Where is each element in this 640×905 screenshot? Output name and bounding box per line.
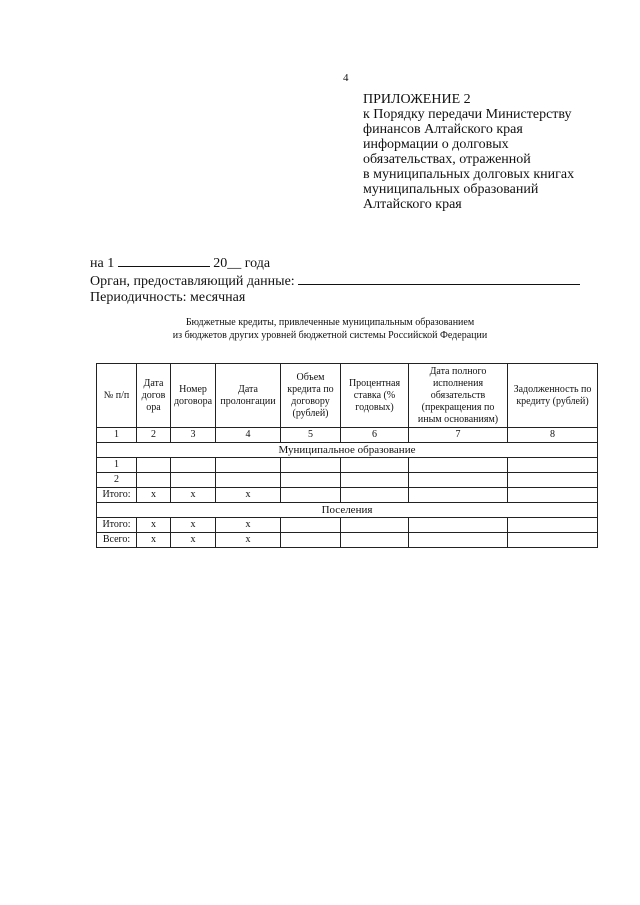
- table-title-line: Бюджетные кредиты, привлеченные муниципальным образованием: [185, 317, 475, 328]
- section-row: [97, 443, 598, 458]
- table-cell: [508, 458, 598, 473]
- table-cell: [216, 473, 281, 488]
- column-header: Дата догов ора: [137, 364, 171, 428]
- subtotal-row: [97, 488, 598, 503]
- column-number: 2: [137, 428, 171, 443]
- table-cell: [508, 533, 598, 548]
- table-cell: [409, 473, 508, 488]
- column-number: 5: [281, 428, 341, 443]
- appendix-line: информации о долговых: [363, 137, 509, 152]
- subtotal-label: Итого:: [97, 518, 137, 533]
- x-cell: x: [137, 518, 171, 533]
- header-row: [97, 364, 598, 428]
- x-cell: x: [216, 518, 281, 533]
- organ-label: Орган, предоставляющий данные:: [90, 274, 295, 289]
- table-cell: [409, 533, 508, 548]
- organ-line: [90, 272, 580, 290]
- organ-blank-field: [298, 272, 580, 285]
- credits-table: [96, 363, 598, 548]
- column-number-row: [97, 428, 598, 443]
- table-cell: [281, 473, 341, 488]
- column-header: Дата полного исполнения обязательств (прекращения по иным основаниям): [409, 364, 508, 428]
- table-cell: [341, 473, 409, 488]
- table-row: [97, 458, 598, 473]
- column-number: 7: [409, 428, 508, 443]
- table-cell: [171, 458, 216, 473]
- table-cell: [508, 473, 598, 488]
- appendix-line: финансов Алтайского края: [363, 122, 523, 137]
- table-cell: [409, 458, 508, 473]
- table-cell: [341, 533, 409, 548]
- column-header: Задолженность по кредиту (рублей): [508, 364, 598, 428]
- table-cell: [409, 488, 508, 503]
- x-cell: x: [171, 488, 216, 503]
- column-header: Дата пролонгации: [216, 364, 281, 428]
- appendix-line: к Порядку передачи Министерству: [363, 107, 572, 122]
- year-part: 20__ года: [213, 256, 271, 271]
- x-cell: x: [137, 488, 171, 503]
- table-title-line: из бюджетов других уровней бюджетной системы Российской Федерации: [172, 330, 488, 341]
- table-title: [150, 316, 510, 342]
- column-number: 4: [216, 428, 281, 443]
- column-number: 1: [97, 428, 137, 443]
- column-number: 6: [341, 428, 409, 443]
- table-cell: [137, 458, 171, 473]
- x-cell: x: [216, 533, 281, 548]
- table-cell: [281, 458, 341, 473]
- x-cell: x: [216, 488, 281, 503]
- report-meta: [90, 254, 580, 306]
- periodicity-line: Периодичность: месячная: [90, 290, 246, 305]
- section-settlements: Поселения: [97, 503, 598, 518]
- column-header: Объем кредита по договору (рублей): [281, 364, 341, 428]
- subtotal-label: Итого:: [97, 488, 137, 503]
- table-cell: [216, 458, 281, 473]
- total-label: Всего:: [97, 533, 137, 548]
- appendix-line: муниципальных образований: [363, 182, 539, 197]
- subtotal-row: [97, 518, 598, 533]
- table-cell: [341, 488, 409, 503]
- report-date-line: [90, 254, 580, 272]
- column-number: 3: [171, 428, 216, 443]
- appendix-line: Алтайского края: [363, 197, 462, 212]
- date-prefix: на 1: [90, 256, 115, 271]
- page-number: 4: [343, 72, 349, 84]
- table-cell: [281, 533, 341, 548]
- section-municipal: Муниципальное образование: [97, 443, 598, 458]
- appendix-block: [363, 92, 574, 212]
- table-cell: [508, 518, 598, 533]
- x-cell: x: [171, 518, 216, 533]
- column-number: 8: [508, 428, 598, 443]
- column-header: Номер договора: [171, 364, 216, 428]
- table-cell: [281, 518, 341, 533]
- column-header: Процентная ставка (% годовых): [341, 364, 409, 428]
- appendix-line: в муниципальных долговых книгах: [363, 167, 575, 182]
- appendix-line: ПРИЛОЖЕНИЕ 2: [363, 92, 471, 107]
- table-cell: [409, 518, 508, 533]
- table-cell: [137, 473, 171, 488]
- column-header: № п/п: [97, 364, 137, 428]
- table-row: [97, 473, 598, 488]
- row-number: 2: [97, 473, 137, 488]
- date-blank-field: [118, 254, 210, 267]
- total-row: [97, 533, 598, 548]
- x-cell: x: [137, 533, 171, 548]
- row-number: 1: [97, 458, 137, 473]
- table-cell: [281, 488, 341, 503]
- x-cell: x: [171, 533, 216, 548]
- table-cell: [171, 473, 216, 488]
- table-cell: [508, 488, 598, 503]
- table-cell: [341, 458, 409, 473]
- section-row: [97, 503, 598, 518]
- appendix-line: обязательствах, отраженной: [363, 152, 531, 167]
- table-cell: [341, 518, 409, 533]
